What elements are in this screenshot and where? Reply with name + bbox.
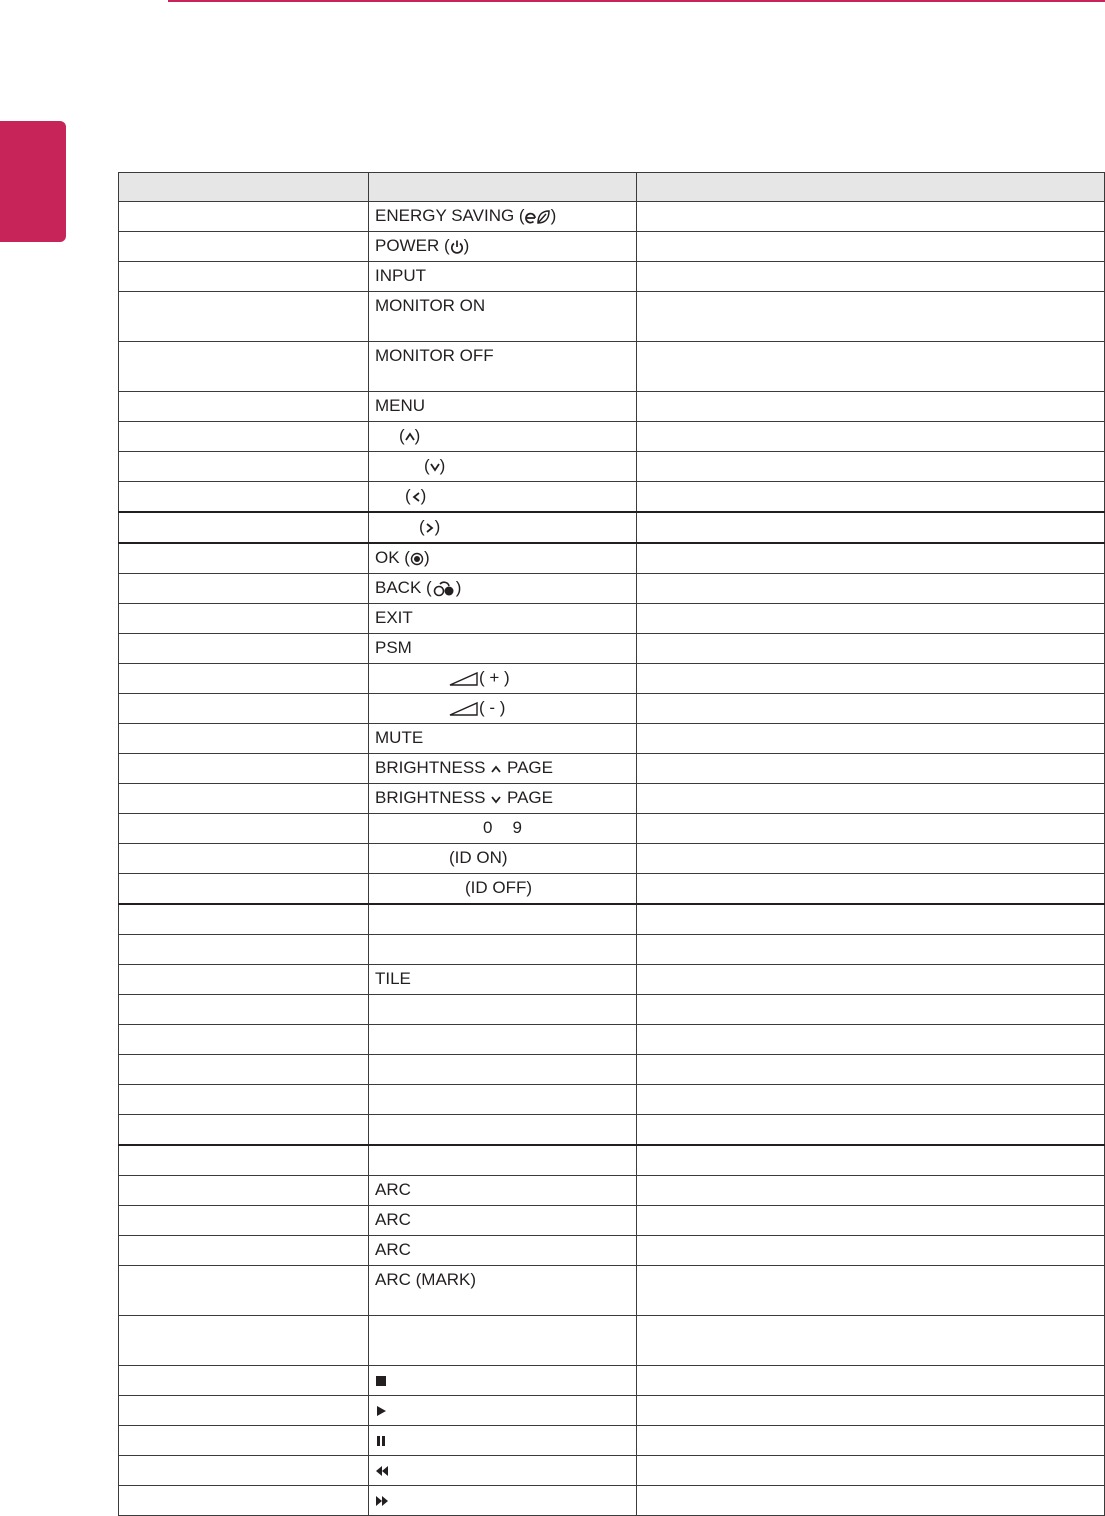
table-row bbox=[119, 724, 1105, 754]
table-row bbox=[119, 1055, 1105, 1085]
arrow-left-icon bbox=[411, 491, 421, 503]
button-name-cell: MONITOR ON bbox=[369, 292, 637, 342]
button-name-cell: MUTE bbox=[369, 724, 637, 754]
table-row bbox=[119, 935, 1105, 965]
back-icon bbox=[432, 581, 456, 597]
button-name-cell: PSM bbox=[369, 634, 637, 664]
button-name-cell: OK ( ) bbox=[369, 543, 637, 574]
remote-control-table bbox=[118, 172, 1105, 1516]
header-cell-3 bbox=[637, 173, 1105, 202]
button-name-cell bbox=[369, 1486, 637, 1516]
volume-icon bbox=[449, 701, 479, 717]
table-row bbox=[119, 904, 1105, 935]
table-row bbox=[119, 1266, 1105, 1316]
table-row bbox=[119, 232, 1105, 262]
table-row bbox=[119, 1456, 1105, 1486]
table-row bbox=[119, 604, 1105, 634]
button-name-cell: EXIT bbox=[369, 604, 637, 634]
button-name-cell bbox=[369, 1115, 637, 1146]
button-name-cell: MONITOR OFF bbox=[369, 342, 637, 392]
button-name-cell bbox=[369, 1456, 637, 1486]
table-row bbox=[119, 1236, 1105, 1266]
energy-saving-icon bbox=[525, 209, 551, 225]
fast-forward-icon bbox=[375, 1495, 389, 1507]
button-name-cell bbox=[369, 1366, 637, 1396]
button-name-cell bbox=[369, 1316, 637, 1366]
button-name-cell: BRIGHTNESS PAGE bbox=[369, 754, 637, 784]
table-row bbox=[119, 1396, 1105, 1426]
table-row bbox=[119, 202, 1105, 232]
button-name-cell bbox=[369, 1025, 637, 1055]
table-row bbox=[119, 262, 1105, 292]
table-row bbox=[119, 1025, 1105, 1055]
top-rule bbox=[168, 0, 1105, 2]
button-name-cell: (ID OFF) bbox=[369, 874, 637, 905]
table-row bbox=[119, 634, 1105, 664]
button-name-cell: MENU bbox=[369, 392, 637, 422]
button-name-cell bbox=[369, 1426, 637, 1456]
button-name-cell bbox=[369, 1055, 637, 1085]
button-name-cell: ( ) bbox=[369, 422, 637, 452]
button-name-cell: ENERGY SAVING ( ) bbox=[369, 202, 637, 232]
table-row bbox=[119, 574, 1105, 604]
table-row bbox=[119, 1145, 1105, 1176]
button-name-cell: INPUT bbox=[369, 262, 637, 292]
button-name-cell: ARC (MARK) bbox=[369, 1266, 637, 1316]
arrow-down-icon bbox=[430, 461, 440, 473]
table-header-row bbox=[119, 173, 1105, 202]
table-row bbox=[119, 814, 1105, 844]
button-name-cell: (ID ON) bbox=[369, 844, 637, 874]
volume-icon bbox=[449, 671, 479, 687]
button-name-cell bbox=[369, 935, 637, 965]
button-name-cell bbox=[369, 995, 637, 1025]
table-row bbox=[119, 694, 1105, 724]
button-name-cell: ( ) bbox=[369, 512, 637, 543]
table-row bbox=[119, 512, 1105, 543]
table-row bbox=[119, 965, 1105, 995]
button-name-cell: ( - ) bbox=[369, 694, 637, 724]
button-name-cell: ( ) bbox=[369, 482, 637, 513]
table-row bbox=[119, 844, 1105, 874]
table-row bbox=[119, 664, 1105, 694]
button-name-cell bbox=[369, 1145, 637, 1176]
button-name-cell: 0 9 bbox=[369, 814, 637, 844]
button-name-cell bbox=[369, 904, 637, 935]
button-name-cell: ARC bbox=[369, 1176, 637, 1206]
table-row bbox=[119, 995, 1105, 1025]
table-row bbox=[119, 392, 1105, 422]
button-name-cell: BRIGHTNESS PAGE bbox=[369, 784, 637, 814]
rewind-icon bbox=[375, 1465, 389, 1477]
table-row bbox=[119, 452, 1105, 482]
stop-icon bbox=[375, 1375, 387, 1387]
table-row bbox=[119, 1426, 1105, 1456]
button-name-cell: POWER ( ) bbox=[369, 232, 637, 262]
button-name-cell: ARC bbox=[369, 1206, 637, 1236]
button-name-cell: ARC bbox=[369, 1236, 637, 1266]
button-name-cell: BACK ( ) bbox=[369, 574, 637, 604]
table-row bbox=[119, 784, 1105, 814]
pause-icon bbox=[375, 1435, 387, 1447]
ok-icon bbox=[410, 552, 424, 566]
table-row bbox=[119, 754, 1105, 784]
table-row bbox=[119, 1206, 1105, 1236]
button-name-cell: ( ) bbox=[369, 452, 637, 482]
caret-down-icon bbox=[490, 793, 502, 805]
table-row bbox=[119, 482, 1105, 513]
language-tab bbox=[0, 121, 66, 242]
button-name-cell bbox=[369, 1396, 637, 1426]
arrow-right-icon bbox=[425, 522, 435, 534]
header-cell-2 bbox=[369, 173, 637, 202]
table-row bbox=[119, 1316, 1105, 1366]
table-row bbox=[119, 543, 1105, 574]
button-name-cell bbox=[369, 1085, 637, 1115]
table-row bbox=[119, 292, 1105, 342]
table-row bbox=[119, 1085, 1105, 1115]
play-icon bbox=[375, 1405, 387, 1417]
button-name-cell: TILE bbox=[369, 965, 637, 995]
table-row bbox=[119, 422, 1105, 452]
table-row bbox=[119, 1366, 1105, 1396]
caret-up-icon bbox=[490, 763, 502, 775]
arrow-up-icon bbox=[405, 431, 415, 443]
table-row bbox=[119, 874, 1105, 905]
table-row bbox=[119, 1115, 1105, 1146]
header-cell-1 bbox=[119, 173, 369, 202]
button-name-cell: ( + ) bbox=[369, 664, 637, 694]
table-row bbox=[119, 1176, 1105, 1206]
power-icon bbox=[450, 239, 464, 255]
table-row bbox=[119, 1486, 1105, 1516]
table-row bbox=[119, 342, 1105, 392]
